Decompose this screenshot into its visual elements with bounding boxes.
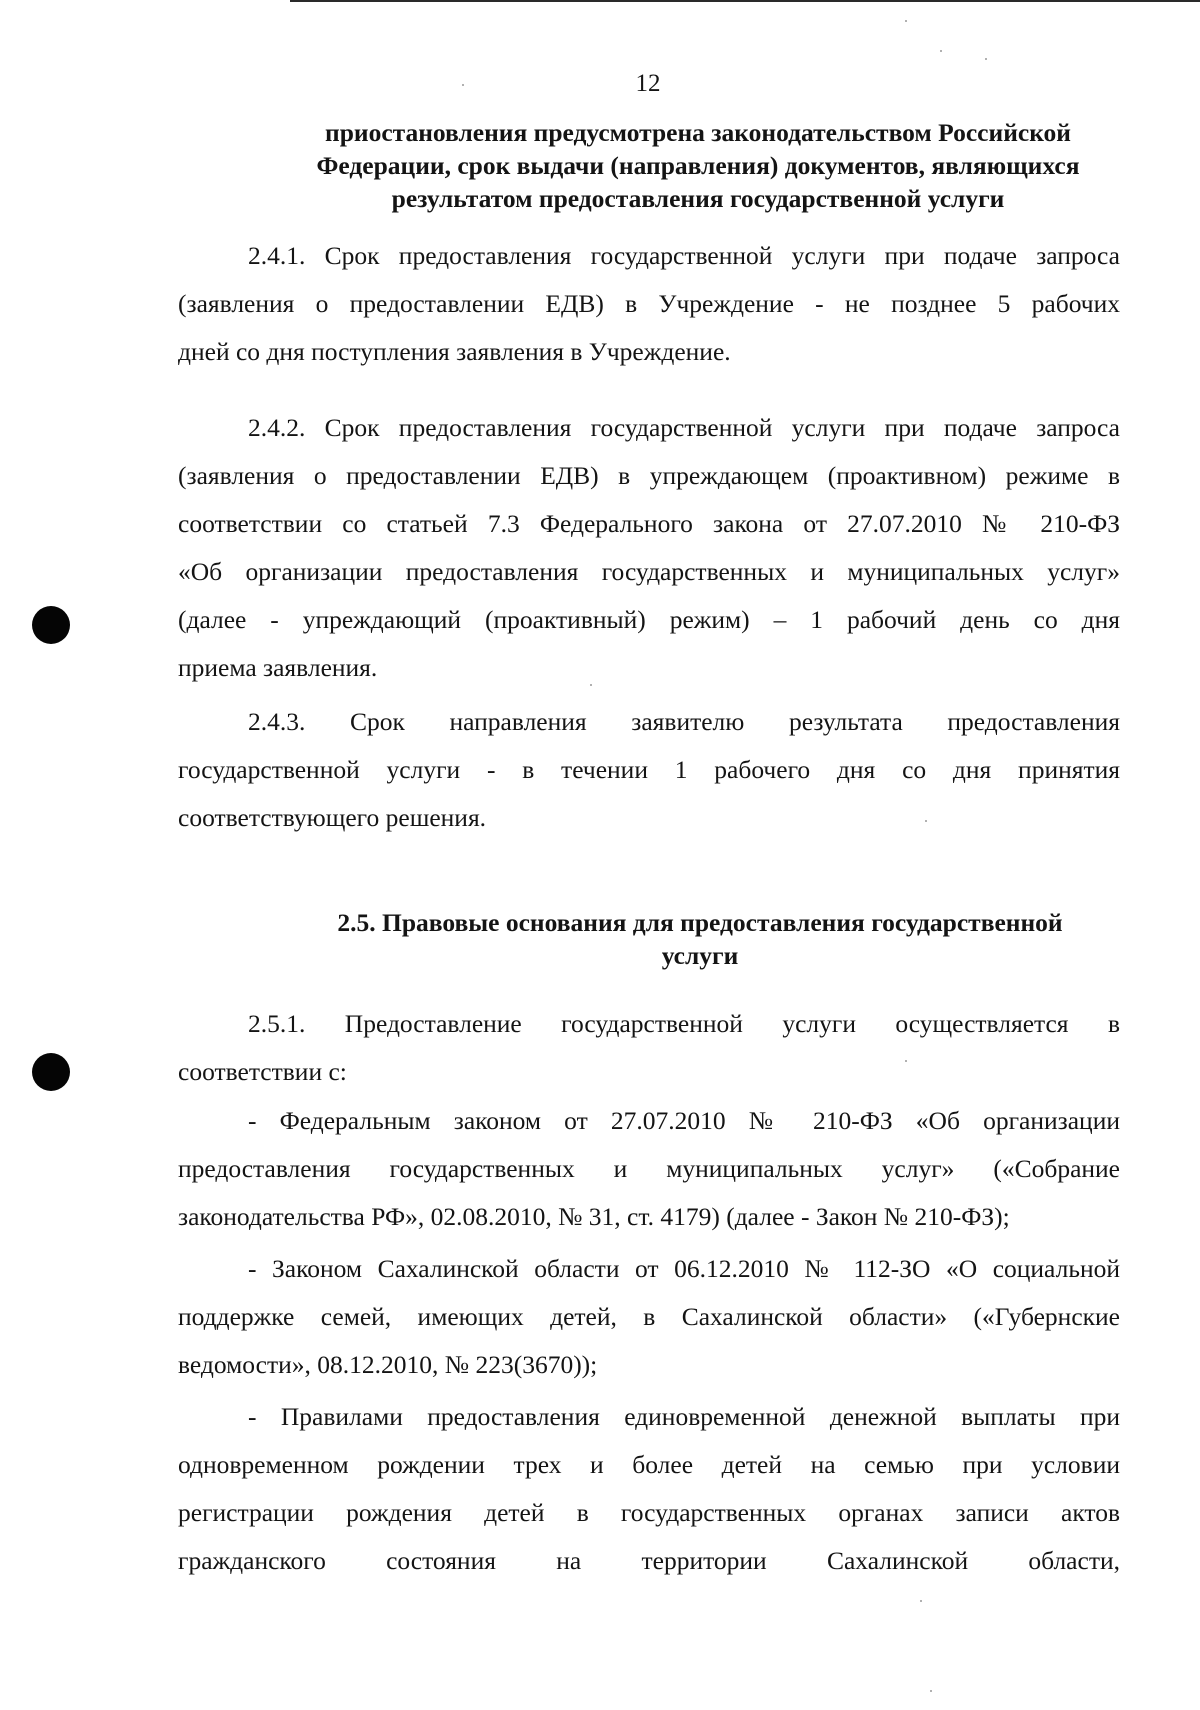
text-line: соответствии с: bbox=[178, 1057, 347, 1086]
text-line: 2.4.1. Срок предоставления государственной услуги при подаче запроса bbox=[248, 241, 1120, 270]
section-heading-2-5 bbox=[200, 906, 1200, 972]
scan-speck bbox=[985, 58, 987, 60]
text-line: (далее - упреждающий (проактивный) режим) – 1 рабочий день со дня bbox=[178, 605, 1120, 634]
list-item-federal-law-210 bbox=[178, 1097, 1120, 1241]
text-line: - Правилами предоставления единовременной денежной выплаты при bbox=[248, 1402, 1120, 1431]
scan-speck bbox=[590, 684, 592, 686]
text-line: ведомости», 08.12.2010, № 223(3670)); bbox=[178, 1350, 598, 1379]
scan-speck bbox=[930, 1690, 932, 1692]
text-line: 2.5.1. Предоставление государственной услуги осуществляется в bbox=[248, 1009, 1120, 1038]
text-line: - Федеральным законом от 27.07.2010 № 210-ФЗ «Об организации bbox=[248, 1106, 1120, 1135]
text-line: «Об организации предоставления государственных и муниципальных услуг» bbox=[178, 557, 1120, 586]
punch-hole-upper bbox=[32, 606, 70, 644]
top-edge-line bbox=[290, 0, 1200, 2]
paragraph-2-4-2 bbox=[178, 404, 1120, 692]
page-number: 12 bbox=[635, 70, 661, 97]
text-line: поддержке семей, имеющих детей, в Сахалинской области» («Губернские bbox=[178, 1302, 1120, 1331]
heading-line: приостановления предусмотрена законодательством Российской bbox=[325, 118, 1071, 147]
text-line: 2.4.3. Срок направления заявителю результата предоставления bbox=[248, 707, 1120, 736]
text-line: одновременном рождении трех и более детей на семью при условии bbox=[178, 1450, 1120, 1479]
text-line: 2.4.2. Срок предоставления государственной услуги при подаче запроса bbox=[248, 413, 1120, 442]
list-item-payment-rules bbox=[178, 1393, 1120, 1585]
text-line: (заявления о предоставлении ЕДВ) в упреждающем (проактивном) режиме в bbox=[178, 461, 1120, 490]
text-line: государственной услуги - в течении 1 рабочего дня со дня принятия bbox=[178, 755, 1120, 784]
scan-speck bbox=[920, 1600, 922, 1602]
text-line: предоставления государственных и муниципальных услуг» («Собрание bbox=[178, 1154, 1120, 1183]
scan-speck bbox=[940, 50, 942, 52]
text-line: приема заявления. bbox=[178, 653, 378, 682]
text-line: соответствии со статьей 7.3 Федерального закона от 27.07.2010 № 210-ФЗ bbox=[178, 509, 1120, 538]
text-line: - Законом Сахалинской области от 06.12.2010 № 112-ЗО «О социальной bbox=[248, 1254, 1120, 1283]
paragraph-2-5-1 bbox=[178, 1000, 1120, 1096]
heading-line: результатом предоставления государственной услуги bbox=[391, 184, 1005, 213]
paragraph-2-4-3 bbox=[178, 698, 1120, 842]
text-line: гражданского состояния на территории Сахалинской области, bbox=[178, 1546, 1120, 1575]
scan-speck bbox=[905, 20, 907, 22]
heading-line: Федерации, срок выдачи (направления) документов, являющихся bbox=[316, 151, 1080, 180]
scan-speck bbox=[905, 1060, 907, 1062]
text-line: законодательства РФ», 02.08.2010, № 31, ст. 4179) (далее - Закон № 210-ФЗ); bbox=[178, 1202, 1010, 1231]
section-heading-2-4 bbox=[178, 116, 1200, 215]
punch-hole-lower bbox=[32, 1053, 70, 1091]
text-line: регистрации рождения детей в государственных органах записи актов bbox=[178, 1498, 1120, 1527]
text-line: соответствующего решения. bbox=[178, 803, 487, 832]
heading-line: услуги bbox=[661, 941, 739, 970]
list-item-sakhalin-law-112 bbox=[178, 1245, 1120, 1389]
text-line: (заявления о предоставлении ЕДВ) в Учреждение - не позднее 5 рабочих bbox=[178, 289, 1120, 318]
paragraph-2-4-1 bbox=[178, 232, 1120, 376]
text-line: дней со дня поступления заявления в Учреждение. bbox=[178, 337, 731, 366]
heading-line: 2.5. Правовые основания для предоставления государственной bbox=[337, 908, 1063, 937]
scan-speck bbox=[925, 820, 927, 822]
scan-speck bbox=[462, 84, 464, 86]
